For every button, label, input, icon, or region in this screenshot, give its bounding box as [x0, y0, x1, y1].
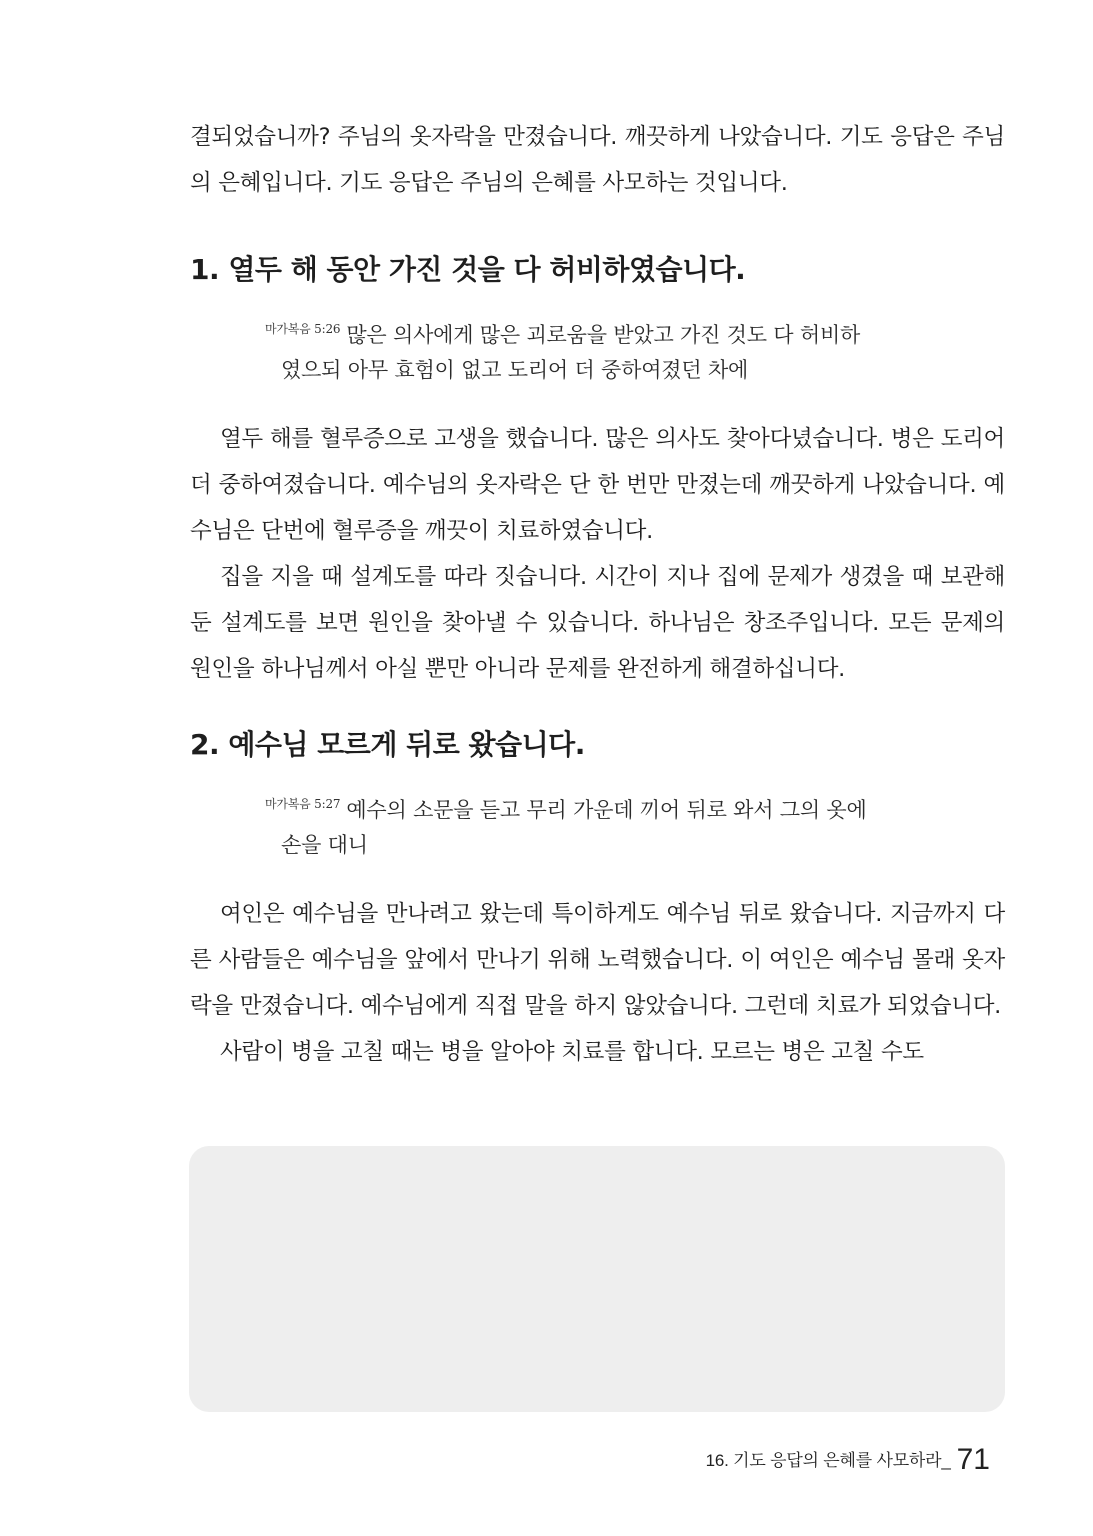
section-2-verse-reference: 마가복음 5:27: [265, 797, 341, 811]
section-1-scripture-quote: [265, 312, 930, 388]
section-1-heading: 1. 열두 해 동안 가진 것을 다 허비하였습니다.: [190, 253, 746, 286]
intro-paragraph-block: [190, 114, 1005, 206]
section-1-paragraph: 집을 지을 때 설계도를 따라 짓습니다. 시간이 지나 집에 문제가 생겼을 때 보관해둔 설계도를 보면 원인을 찾아낼 수 있습니다. 하나님은 창조주입니다. 모든 문제의 원인을 하나님께서 아실 뿐만 아니라 문제를 완전하게 해결하십니다.: [190, 564, 1005, 682]
section-1-paragraph: 열두 해를 혈루증으로 고생을 했습니다. 많은 의사도 찾아다녔습니다. 병은 도리어 더 중하여졌습니다. 예수님의 옷자락은 단 한 번만 만졌는데 깨끗하게 나았습니다. 예수님은 단번에 혈루증을 깨끗이 치료하였습니다.: [190, 426, 1005, 544]
section-2-scripture-quote: [265, 787, 930, 863]
section-1-verse-line-2: 였으되 아무 효험이 없고 도리어 더 중하여졌던 차에: [281, 358, 749, 382]
intro-paragraph: 결되었습니까? 주님의 옷자락을 만졌습니다. 깨끗하게 나았습니다. 기도 응답은 주님의 은혜입니다. 기도 응답은 주님의 은혜를 사모하는 것입니다.: [190, 124, 1005, 196]
page-footer: [706, 1437, 990, 1477]
section-1-verse-reference: 마가복음 5:26: [265, 322, 341, 336]
section-1-body: [190, 416, 1005, 692]
footer-chapter-title: 16. 기도 응답의 은혜를 사모하라_: [705, 1451, 951, 1470]
section-1-verse-line-1: 많은 의사에게 많은 괴로움을 받았고 가진 것도 다 허비하: [346, 323, 861, 347]
section-2-body: [190, 891, 1005, 1075]
section-2-paragraph: 사람이 병을 고칠 때는 병을 알아야 치료를 합니다. 모르는 병은 고칠 수도: [220, 1039, 924, 1065]
section-2-verse-line-1: 예수의 소문을 듣고 무리 가운데 끼어 뒤로 와서 그의 옷에: [346, 798, 867, 822]
section-2-paragraph: 여인은 예수님을 만나려고 왔는데 특이하게도 예수님 뒤로 왔습니다. 지금까지 다른 사람들은 예수님을 앞에서 만나기 위해 노력했습니다. 이 여인은 예수님 몰래 옷자락을 만졌습니다. 예수님에게 직접 말을 하지 않았습니다. 그런데 치료가 되었습니다.: [190, 901, 1005, 1019]
gray-note-box: [189, 1146, 1005, 1412]
page-number: 71: [956, 1443, 990, 1476]
section-2-heading: 2. 예수님 모르게 뒤로 왔습니다.: [190, 728, 585, 761]
section-2-verse-line-2: 손을 대니: [281, 833, 368, 857]
